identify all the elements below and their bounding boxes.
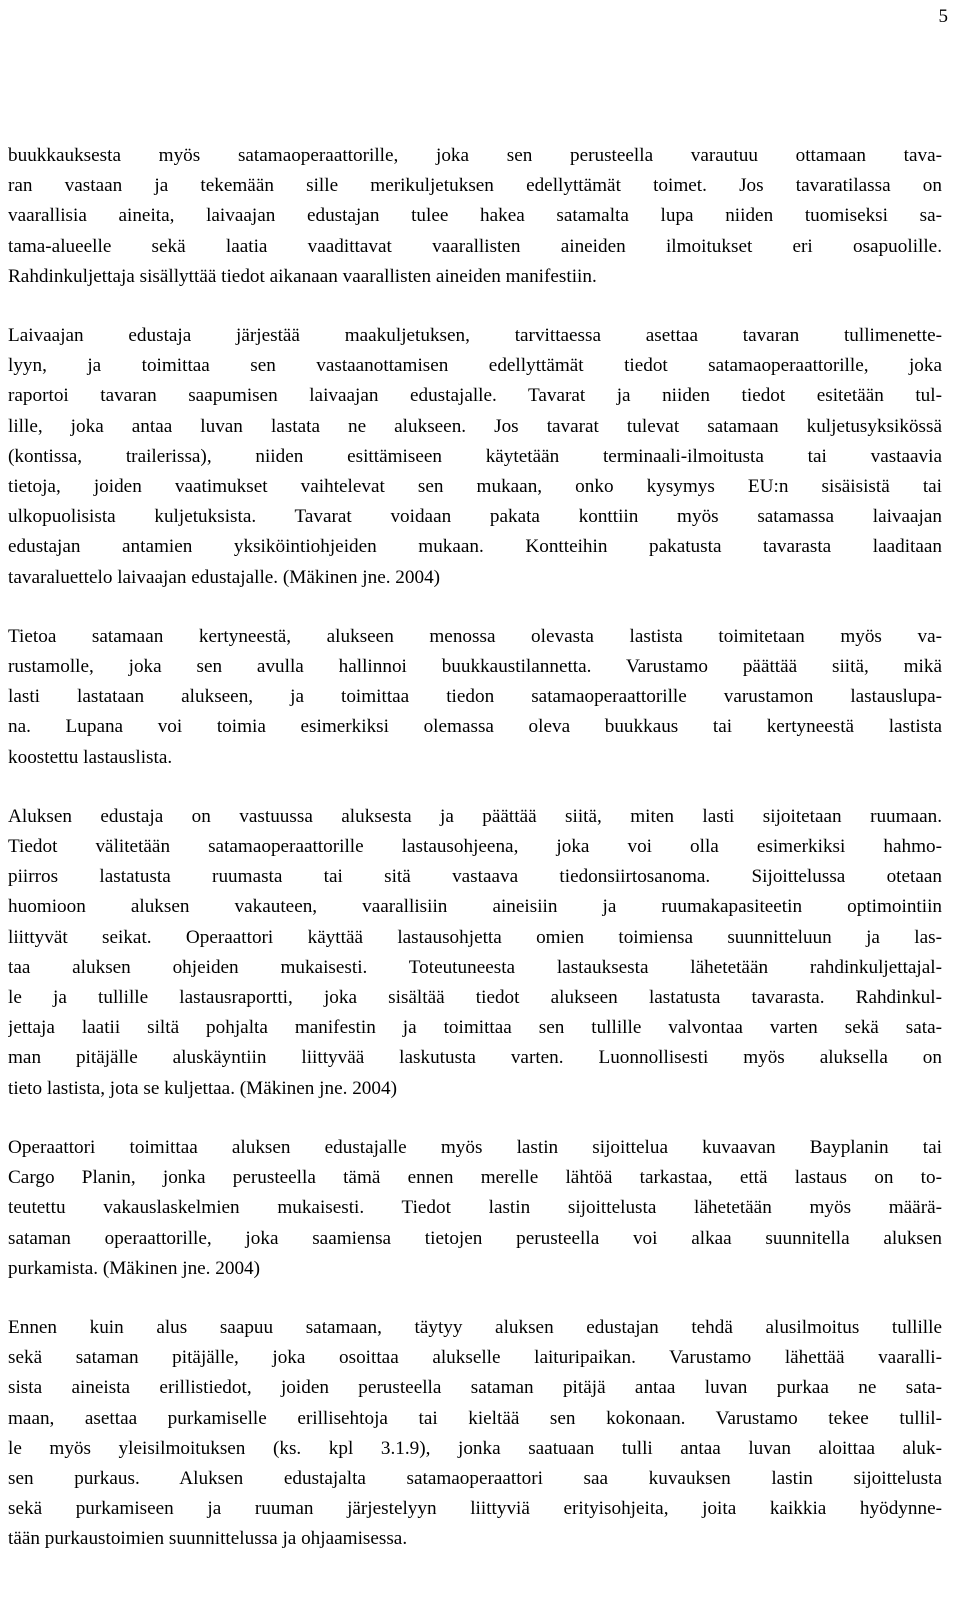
text-line: piirros lastatusta ruumasta tai sitä vastaava tiedonsiirtosanoma. Sijoittelussa otetaan: [8, 866, 942, 888]
text-line: tavaraluettelo laivaajan edustajalle. (Mäkinen jne. 2004): [8, 566, 441, 588]
text-line: liittyvät seikat. Operaattori käyttää lastausohjetta omien toimiensa suunnitteluun ja las-: [8, 926, 942, 948]
text-line: lille, joka antaa luvan lastata ne alukseen. Jos tavarat tulevat satamaan kuljetusyksikössä: [8, 415, 942, 437]
text-line: vaarallisia aineita, laivaajan edustajan tulee hakea satamalta lupa niiden tuomiseksi sa-: [8, 205, 942, 227]
text-line: man pitäjälle aluskäyntiin liittyvää laskutusta varten. Luonnollisesti myös aluksella on: [8, 1047, 942, 1069]
text-line: purkamista. (Mäkinen jne. 2004): [8, 1257, 261, 1279]
text-line: rustamolle, joka sen avulla hallinnoi buukkaustilannetta. Varustamo päättää siitä, mikä: [8, 656, 942, 678]
text-line: ran vastaan ja tekemään sille merikuljetuksen edellyttämät toimet. Jos tavaratilassa on: [8, 175, 942, 197]
text-line: Ennen kuin alus saapuu satamaan, täytyy aluksen edustajan tehdä alusilmoitus tullille: [8, 1316, 942, 1338]
text-line: teutettu vakauslaskelmien mukaisesti. Tiedot lastin sijoittelusta lähetetään myös määrä-: [8, 1197, 942, 1219]
text-line: sen purkaus. Aluksen edustajalta satamaoperaattori saa kuvauksen lastin sijoittelusta: [8, 1467, 942, 1489]
paragraph: [8, 1313, 942, 1555]
text-line: Aluksen edustaja on vastuussa aluksesta ja päättää siitä, miten lasti sijoitetaan ruumaan.: [8, 805, 942, 827]
text-line: Tiedot välitetään satamaoperaattorille lastausohjeena, joka voi olla esimerkiksi hahmo-: [8, 836, 942, 858]
text-line: edustajan antamien yksiköintiohjeiden mukaan. Kontteihin pakatusta tavarasta laaditaan: [8, 536, 942, 558]
document-body: [8, 141, 942, 1584]
text-line: sista aineista erillistiedot, joiden perusteella sataman pitäjä antaa luvan purkaa ne sata-: [8, 1377, 942, 1399]
text-line: Cargo Planin, jonka perusteella tämä ennen merelle lähtöä tarkastaa, että lastaus on to-: [8, 1167, 942, 1189]
text-line: tietoja, joiden vaatimukset vaihtelevat sen mukaan, onko kysymys EU:n sisäisistä tai: [8, 476, 942, 498]
text-line: na. Lupana voi toimia esimerkiksi olemassa oleva buukkaus tai kertyneestä lastista: [8, 716, 942, 738]
text-line: sekä purkamiseen ja ruuman järjestelyyn liittyviä erityisohjeita, joita kaikkia hyödynne-: [8, 1498, 942, 1520]
paragraph: [8, 802, 942, 1104]
text-line: lyyn, ja toimittaa sen vastaanottamisen edellyttämät tiedot satamaoperaattorille, joka: [8, 355, 942, 377]
text-line: Tietoa satamaan kertyneestä, alukseen menossa olevasta lastista toimitetaan myös va-: [8, 625, 942, 647]
text-line: (kontissa, trailerissa), niiden esittämiseen käytetään terminaali-ilmoitusta tai vastaavia: [8, 445, 942, 467]
paragraph: [8, 622, 942, 773]
text-line: sekä sataman pitäjälle, joka osoittaa alukselle laituripaikan. Varustamo lähettää vaaralli-: [8, 1347, 942, 1369]
text-line: sataman operaattorille, joka saamiensa tietojen perusteella voi alkaa suunnitella aluksen: [8, 1227, 942, 1249]
text-line: Laivaajan edustaja järjestää maakuljetuksen, tarvittaessa asettaa tavaran tullimenette-: [8, 325, 942, 347]
text-line: Operaattori toimittaa aluksen edustajalle myös lastin sijoittelua kuvaavan Bayplanin tai: [8, 1136, 942, 1158]
text-line: lasti lastataan alukseen, ja toimittaa tiedon satamaoperaattorille varustamon lastauslupa-: [8, 686, 942, 708]
text-line: taa aluksen ohjeiden mukaisesti. Toteutuneesta lastauksesta lähetetään rahdinkuljettajal-: [8, 956, 942, 978]
paragraph: [8, 321, 942, 593]
text-line: le ja tullille lastausraportti, joka sisältää tiedot alukseen lastatusta tavarasta. Rahdinkul-: [8, 987, 942, 1009]
paragraph: [8, 1133, 942, 1284]
text-line: tään purkaustoimien suunnittelussa ja ohjaamisessa.: [8, 1528, 408, 1550]
text-line: maan, asettaa purkamiselle erillisehtoja tai kieltää sen kokonaan. Varustamo tekee tullil-: [8, 1407, 942, 1429]
text-line: jettaja laatii siltä pohjalta manifestin ja toimittaa sen tullille valvontaa varten sekä sata-: [8, 1017, 942, 1039]
text-line: le myös yleisilmoituksen (ks. kpl 3.1.9), jonka saatuaan tulli antaa luvan aloittaa aluk-: [8, 1437, 942, 1459]
text-line: Rahdinkuljettaja sisällyttää tiedot aikanaan vaarallisten aineiden manifestiin.: [8, 265, 597, 287]
text-line: ulkopuolisista kuljetuksista. Tavarat voidaan pakata konttiin myös satamassa laivaajan: [8, 506, 942, 528]
text-line: huomioon aluksen vakauteen, vaarallisiin aineisiin ja ruumakapasiteetin optimointiin: [8, 896, 942, 918]
text-line: tama-alueelle sekä laatia vaadittavat vaarallisten aineiden ilmoitukset eri osapuolille.: [8, 235, 942, 257]
text-line: buukkauksesta myös satamaoperaattorille, joka sen perusteella varautuu ottamaan tava-: [8, 145, 942, 166]
text-line: raportoi tavaran saapumisen laivaajan edustajalle. Tavarat ja niiden tiedot esitetään tul-: [8, 385, 942, 407]
page-number: 5: [938, 6, 948, 27]
text-line: tieto lastista, jota se kuljettaa. (Mäkinen jne. 2004): [8, 1077, 397, 1099]
text-line: koostettu lastauslista.: [8, 746, 173, 768]
paragraph: [8, 141, 942, 292]
